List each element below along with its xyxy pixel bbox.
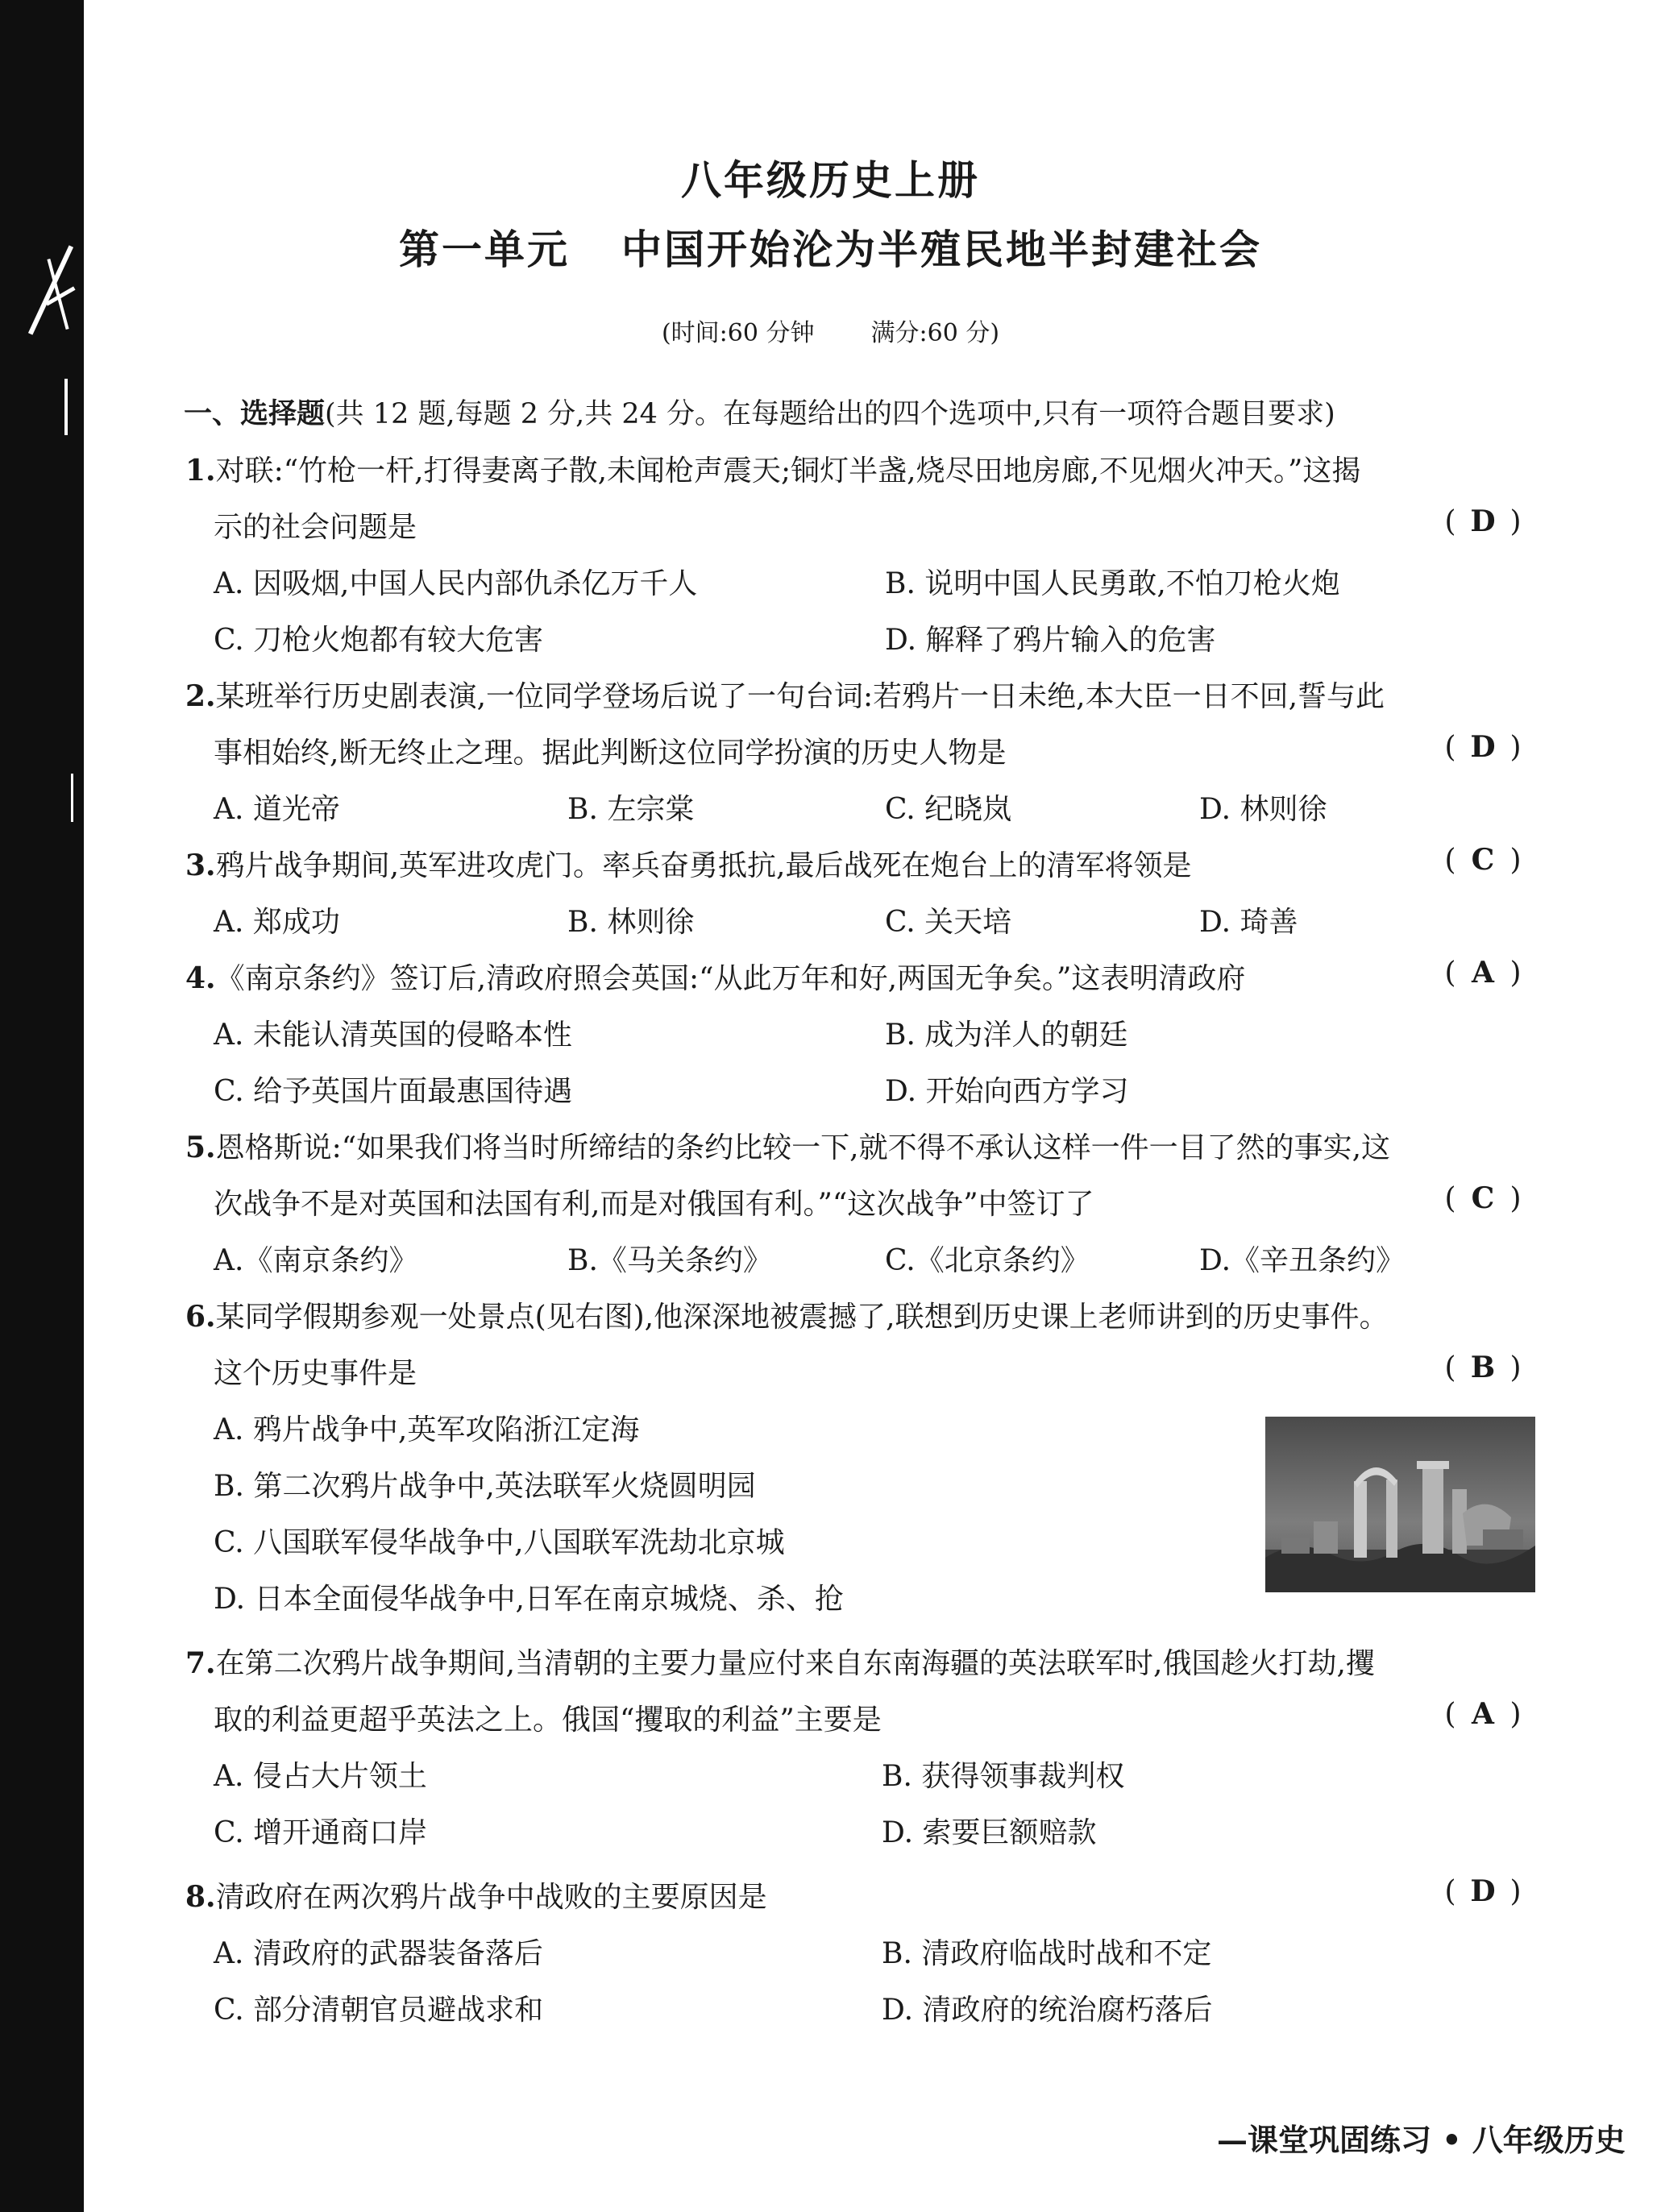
question-1-answer: ( D ) bbox=[1444, 504, 1522, 538]
question-2-stem-line-1: 2.某班举行历史剧表演,一位同学登场后说了一句台词:若鸦片一日未绝,本大臣一日不回,誓与此 bbox=[185, 679, 1385, 713]
unit-heading bbox=[0, 218, 1661, 276]
question-5-answer: ( C ) bbox=[1444, 1181, 1522, 1215]
exam-meta bbox=[0, 313, 1661, 348]
question-3-answer: ( C ) bbox=[1444, 843, 1522, 877]
question-8-answer: ( D ) bbox=[1444, 1874, 1522, 1908]
question-5-option-b: B.《马关条约》 bbox=[567, 1244, 772, 1277]
question-6-stem-line-1: 6.某同学假期参观一处景点(见右图),他深深地被震撼了,联想到历史课上老师讲到的历史事件。 bbox=[185, 1300, 1389, 1334]
question-1-stem-line-1: 1.对联:“竹枪一杆,打得妻离子散,未闻枪声震天;铜灯半盏,烧尽田地房廊,不见烟火冲天。”这揭 bbox=[185, 454, 1361, 488]
question-1-option-d: D. 解释了鸦片输入的危害 bbox=[885, 624, 1216, 657]
question-6-option-c: C. 八国联军侵华战争中,八国联军洗劫北京城 bbox=[214, 1526, 785, 1559]
question-6-option-b: B. 第二次鸦片战争中,英法联军火烧圆明园 bbox=[214, 1470, 756, 1503]
question-4-stem-line-1: 4.《南京条约》签订后,清政府照会英国:“从此万年和好,两国无争矣。”这表明清政府 bbox=[185, 961, 1246, 995]
question-4-option-a: A. 未能认清英国的侵略本性 bbox=[214, 1019, 572, 1052]
question-1-option-a: A. 因吸烟,中国人民内部仇杀亿万千人 bbox=[214, 567, 698, 600]
question-8-option-a: A. 清政府的武器装备落后 bbox=[214, 1937, 543, 1970]
question-3-option-d: D. 琦善 bbox=[1199, 906, 1298, 939]
question-1-option-c: C. 刀枪火炮都有较大危害 bbox=[214, 624, 544, 657]
question-5-stem-line-1: 5.恩格斯说:“如果我们将当时所缔结的条约比较一下,就不得不承认这样一件一目了然的事实,这 bbox=[185, 1131, 1391, 1164]
section-label: 一、选择题 bbox=[184, 397, 326, 430]
section-instruction: (共 12 题,每题 2 分,共 24 分。在每题给出的四个选项中,只有一项符合题目要求) bbox=[325, 398, 1335, 430]
question-3-stem-line-1: 3.鸦片战争期间,英军进攻虎门。率兵奋勇抵抗,最后战死在炮台上的清军将领是 bbox=[185, 849, 1192, 882]
question-3-option-b: B. 林则徐 bbox=[567, 906, 695, 939]
question-6-stem-line-2: 这个历史事件是 bbox=[214, 1357, 417, 1390]
question-8-option-c: C. 部分清朝官员避战求和 bbox=[214, 1994, 544, 2027]
section-heading bbox=[184, 392, 1335, 432]
question-2-option-d: D. 林则徐 bbox=[1199, 793, 1327, 826]
question-6-option-d: D. 日本全面侵华战争中,日军在南京城烧、杀、抢 bbox=[214, 1583, 844, 1616]
question-7-option-a: A. 侵占大片领土 bbox=[214, 1760, 427, 1793]
question-7-option-d: D. 索要巨额赔款 bbox=[882, 1816, 1097, 1849]
question-2-answer: ( D ) bbox=[1444, 730, 1522, 764]
question-2-option-b: B. 左宗棠 bbox=[567, 793, 695, 826]
question-7-option-b: B. 获得领事裁判权 bbox=[882, 1760, 1125, 1793]
question-5-stem-line-2: 次战争不是对英国和法国有利,而是对俄国有利。”“这次战争”中签订了 bbox=[214, 1188, 1094, 1221]
question-6-option-a: A. 鸦片战争中,英军攻陷浙江定海 bbox=[214, 1413, 640, 1446]
question-8-option-d: D. 清政府的统治腐朽落后 bbox=[882, 1994, 1213, 2027]
question-5-option-d: D.《辛丑条约》 bbox=[1199, 1244, 1406, 1277]
question-8-option-b: B. 清政府临战时战和不定 bbox=[882, 1937, 1212, 1970]
unit-label: 第一单元 bbox=[399, 226, 570, 273]
question-2-option-c: C. 纪晓岚 bbox=[885, 793, 1012, 826]
question-4-option-c: C. 给予英国片面最惠国待遇 bbox=[214, 1075, 573, 1108]
unit-title: 中国开始沦为半殖民地半封建社会 bbox=[621, 226, 1262, 273]
question-1-stem-line-2: 示的社会问题是 bbox=[214, 511, 417, 544]
old-summer-palace-ruins-photo bbox=[1265, 1417, 1535, 1592]
question-5-option-a: A.《南京条约》 bbox=[214, 1244, 418, 1277]
page-footer: —课堂巩固练习 • 八年级历史 bbox=[1217, 2122, 1626, 2158]
question-7-answer: ( A ) bbox=[1444, 1697, 1522, 1731]
score-info: 满分:60 分) bbox=[870, 319, 1000, 347]
question-7-option-c: C. 增开通商口岸 bbox=[214, 1816, 428, 1849]
question-8-stem-line-1: 8.清政府在两次鸦片战争中战败的主要原因是 bbox=[185, 1880, 767, 1914]
question-3-option-c: C. 关天培 bbox=[885, 906, 1012, 939]
question-4-answer: ( A ) bbox=[1444, 956, 1522, 990]
question-7-stem-line-1: 7.在第二次鸦片战争期间,当清朝的主要力量应付来自东南海疆的英法联军时,俄国趁火打劫,攫 bbox=[185, 1646, 1375, 1680]
question-7-stem-line-2: 取的利益更超乎英法之上。俄国“攫取的利益”主要是 bbox=[214, 1704, 882, 1737]
time-info: (时间:60 分钟 bbox=[661, 319, 815, 347]
book-title: 八年级历史上册 bbox=[681, 156, 980, 204]
question-2-stem-line-2: 事相始终,断无终止之理。据此判断这位同学扮演的历史人物是 bbox=[214, 737, 1007, 770]
question-5-option-c: C.《北京条约》 bbox=[885, 1244, 1090, 1277]
question-3-option-a: A. 郑成功 bbox=[214, 906, 340, 939]
question-2-option-a: A. 道光帝 bbox=[214, 793, 340, 826]
question-6-answer: ( B ) bbox=[1444, 1351, 1522, 1384]
question-1-option-b: B. 说明中国人民勇敢,不怕刀枪火炮 bbox=[885, 567, 1340, 600]
question-4-option-d: D. 开始向西方学习 bbox=[885, 1075, 1129, 1108]
question-4-option-b: B. 成为洋人的朝廷 bbox=[885, 1019, 1128, 1052]
